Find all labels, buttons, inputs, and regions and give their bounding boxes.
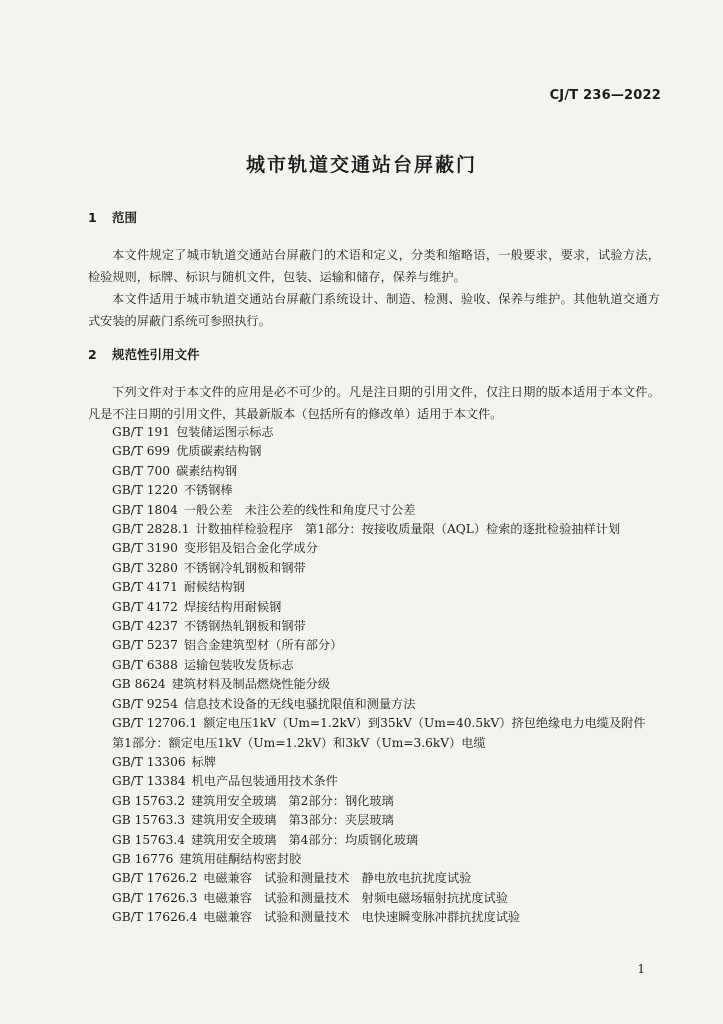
section-1-number: 1 [88, 210, 97, 225]
reference-item [88, 598, 668, 617]
reference-code: GB 16776 [112, 851, 174, 866]
reference-item [88, 792, 668, 811]
reference-title: 机电产品包装通用技术条件 [191, 774, 338, 789]
reference-code: GB 8624 [112, 677, 166, 692]
reference-code: GB/T 13306 [112, 754, 186, 769]
reference-title: 不锈钢棒 [183, 483, 233, 498]
reference-item [88, 695, 668, 714]
reference-title: 优质碳素结构钢 [176, 444, 262, 459]
reference-item [88, 656, 668, 675]
reference-title: 额定电压1kV（Um=1.2kV）到35kV（Um=40.5kV）挤包绝缘电力电缆及附件 第1部分：额定电压1kV（Um=1.2kV）和3kV（Um=3.6kV）电缆 [112, 716, 658, 750]
section-2-intro: 下列文件对于本文件的应用是必不可少的。凡是注日期的引用文件，仅注日期的版本适用于本文件。凡是不注日期的引用文件，其最新版本（包括所有的修改单）适用于本文件。 [88, 385, 660, 421]
reference-title: 建筑用安全玻璃 第3部分：夹层玻璃 [190, 813, 394, 828]
reference-code: GB 15763.3 [112, 813, 185, 828]
reference-title: 计数抽样检验程序 第1部分：按接收质量限（AQL）检索的逐批检验抽样计划 [195, 522, 621, 537]
reference-code: GB/T 700 [112, 463, 171, 478]
section-1-heading [88, 208, 137, 226]
reference-title: 一般公差 未注公差的线性和角度尺寸公差 [183, 502, 416, 517]
reference-title: 铝合金建筑型材（所有部分） [183, 638, 343, 653]
reference-code: GB/T 191 [112, 425, 171, 439]
section-1-paragraph-1: 本文件规定了城市轨道交通站台屏蔽门的术语和定义，分类和缩略语，一般要求，要求，试验方法，检验规则，标牌、标识与随机文件，包装、运输和储存，保养与维护。 [88, 248, 660, 284]
reference-item [88, 520, 668, 539]
reference-code: GB/T 4172 [112, 599, 178, 614]
reference-item [88, 889, 668, 908]
reference-item [88, 636, 668, 655]
reference-title: 信息技术设备的无线电骚扰限值和测量方法 [183, 696, 416, 711]
section-2-heading [88, 345, 200, 363]
reference-item [88, 462, 668, 481]
reference-title: 碳素结构钢 [176, 463, 238, 478]
reference-item [88, 617, 668, 636]
reference-code: GB/T 17626.2 [112, 871, 198, 886]
reference-title: 建筑用安全玻璃 第4部分：均质钢化玻璃 [190, 832, 419, 847]
reference-code: GB/T 2828.1 [112, 522, 190, 537]
reference-title: 耐候结构钢 [183, 580, 245, 595]
reference-title: 建筑用硅酮结构密封胶 [179, 851, 302, 866]
reference-code: GB/T 13384 [112, 774, 186, 789]
reference-title: 焊接结构用耐候钢 [183, 599, 282, 614]
standard-code: CJ/T 236—2022 [549, 88, 661, 103]
reference-code: GB/T 3280 [112, 560, 178, 575]
reference-title: 运输包装收发货标志 [183, 657, 294, 672]
reference-item [88, 481, 668, 500]
reference-list [88, 423, 668, 928]
reference-code: GB/T 699 [112, 444, 171, 459]
reference-code: GB/T 1804 [112, 502, 178, 517]
reference-item [88, 539, 668, 558]
reference-code: GB/T 4171 [112, 580, 178, 595]
reference-code: GB 15763.2 [112, 793, 185, 808]
reference-title: 建筑用安全玻璃 第2部分：钢化玻璃 [190, 793, 394, 808]
reference-code: GB 15763.4 [112, 832, 185, 847]
section-1-title: 范围 [112, 210, 138, 225]
reference-title: 电磁兼容 试验和测量技术 电快速瞬变脉冲群抗扰度试验 [203, 910, 521, 925]
page-number: 1 [637, 962, 645, 976]
reference-item [88, 850, 668, 869]
reference-item [88, 501, 668, 520]
reference-code: GB/T 6388 [112, 657, 178, 672]
reference-item [88, 442, 668, 461]
reference-item [88, 559, 668, 578]
reference-code: GB/T 5237 [112, 638, 178, 653]
reference-title: 电磁兼容 试验和测量技术 静电放电抗扰度试验 [203, 871, 472, 886]
reference-item [88, 869, 668, 888]
reference-item [88, 578, 668, 597]
reference-title: 电磁兼容 试验和测量技术 射频电磁场辐射抗扰度试验 [203, 890, 508, 905]
reference-code: GB/T 12706.1 [112, 716, 198, 731]
reference-item [88, 908, 668, 927]
section-2-title: 规范性引用文件 [112, 347, 200, 362]
reference-item [88, 831, 668, 850]
reference-title: 不锈钢热轧钢板和钢带 [183, 619, 306, 634]
reference-code: GB/T 17626.3 [112, 890, 198, 905]
reference-item [88, 772, 668, 791]
reference-code: GB/T 9254 [112, 696, 178, 711]
reference-title: 建筑材料及制品燃烧性能分级 [171, 677, 331, 692]
reference-code: GB/T 17626.4 [112, 910, 198, 925]
reference-title: 包装储运图示标志 [176, 425, 274, 439]
reference-item [88, 811, 668, 830]
section-1-paragraph-2: 本文件适用于城市轨道交通站台屏蔽门系统设计、制造、检测、验收、保养与维护。其他轨道交通方式安装的屏蔽门系统可参照执行。 [88, 292, 660, 328]
reference-code: GB/T 1220 [112, 483, 178, 498]
reference-item [88, 423, 668, 442]
reference-item [88, 753, 668, 772]
reference-title: 不锈钢冷轧钢板和钢带 [183, 560, 306, 575]
section-2-number: 2 [88, 347, 97, 362]
reference-title: 变形铝及铝合金化学成分 [183, 541, 318, 556]
reference-item [88, 714, 668, 753]
reference-item [88, 675, 668, 694]
reference-code: GB/T 3190 [112, 541, 178, 556]
document-title: 城市轨道交通站台屏蔽门 [245, 154, 477, 176]
reference-code: GB/T 4237 [112, 619, 178, 634]
reference-title: 标牌 [191, 754, 216, 769]
